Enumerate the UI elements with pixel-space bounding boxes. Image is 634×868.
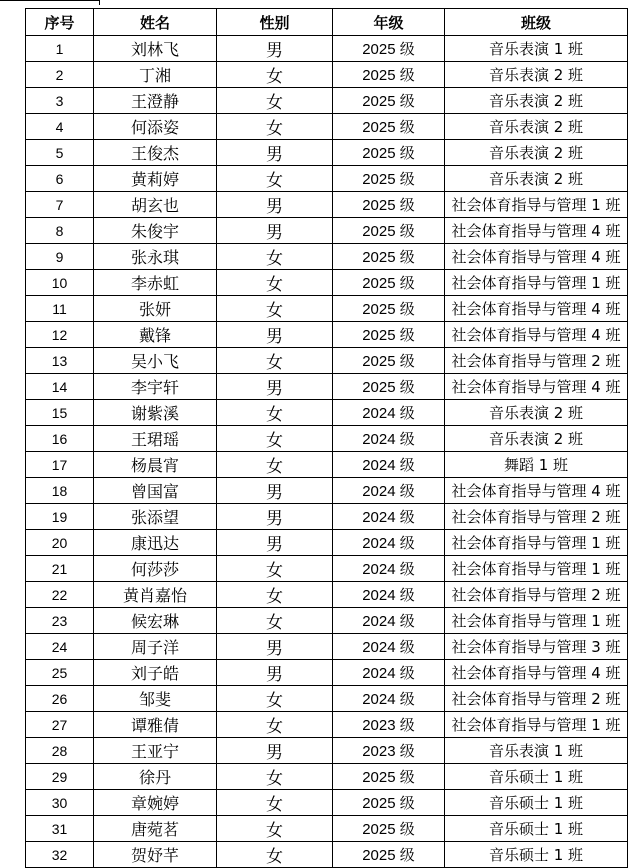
cell-name: 刘林飞 <box>94 36 217 62</box>
table-row <box>26 452 628 478</box>
cell-grade: 2025 级 <box>333 244 445 270</box>
cell-grade: 2025 级 <box>333 764 445 790</box>
table-row <box>26 140 628 166</box>
cell-class: 社会体育指导与管理 2 班 <box>445 686 628 712</box>
cell-grade: 2025 级 <box>333 322 445 348</box>
cell-class: 社会体育指导与管理 1 班 <box>445 530 628 556</box>
cell-name: 谢紫溪 <box>94 400 217 426</box>
cell-class: 社会体育指导与管理 1 班 <box>445 608 628 634</box>
cell-gender: 女 <box>217 790 333 816</box>
cell-seq: 22 <box>26 582 94 608</box>
cell-class: 音乐硕士 1 班 <box>445 816 628 842</box>
cell-gender: 男 <box>217 478 333 504</box>
cell-name: 王珺瑶 <box>94 426 217 452</box>
cell-gender: 女 <box>217 816 333 842</box>
cell-gender: 男 <box>217 634 333 660</box>
cell-gender: 男 <box>217 192 333 218</box>
cell-class: 社会体育指导与管理 1 班 <box>445 270 628 296</box>
cell-seq: 26 <box>26 686 94 712</box>
header-gender: 性别 <box>217 9 333 36</box>
cell-gender: 女 <box>217 556 333 582</box>
cell-name: 黄肖嘉怡 <box>94 582 217 608</box>
cell-name: 吴小飞 <box>94 348 217 374</box>
cell-name: 张永琪 <box>94 244 217 270</box>
cell-gender: 女 <box>217 764 333 790</box>
cell-seq: 12 <box>26 322 94 348</box>
cell-gender: 女 <box>217 114 333 140</box>
table-row <box>26 270 628 296</box>
table-row <box>26 764 628 790</box>
table-row <box>26 374 628 400</box>
cell-class: 社会体育指导与管理 2 班 <box>445 504 628 530</box>
cell-gender: 女 <box>217 270 333 296</box>
table-row <box>26 114 628 140</box>
table-row <box>26 790 628 816</box>
cell-gender: 男 <box>217 504 333 530</box>
cell-seq: 25 <box>26 660 94 686</box>
cell-grade: 2025 级 <box>333 296 445 322</box>
header-class: 班级 <box>445 9 628 36</box>
cell-grade: 2025 级 <box>333 842 445 868</box>
cell-class: 社会体育指导与管理 4 班 <box>445 660 628 686</box>
table-row <box>26 88 628 114</box>
cell-grade: 2024 级 <box>333 426 445 452</box>
cell-seq: 2 <box>26 62 94 88</box>
cell-name: 何莎莎 <box>94 556 217 582</box>
table-row <box>26 556 628 582</box>
cell-seq: 13 <box>26 348 94 374</box>
cell-name: 徐丹 <box>94 764 217 790</box>
cell-grade: 2025 级 <box>333 114 445 140</box>
cell-grade: 2025 级 <box>333 816 445 842</box>
cell-grade: 2024 级 <box>333 400 445 426</box>
cell-name: 章婉婷 <box>94 790 217 816</box>
cell-seq: 18 <box>26 478 94 504</box>
cell-class: 音乐表演 2 班 <box>445 426 628 452</box>
cell-grade: 2025 级 <box>333 140 445 166</box>
table-row <box>26 634 628 660</box>
cell-seq: 30 <box>26 790 94 816</box>
cell-seq: 14 <box>26 374 94 400</box>
cell-class: 社会体育指导与管理 4 班 <box>445 478 628 504</box>
header-row <box>26 9 628 36</box>
table-row <box>26 712 628 738</box>
cell-class: 音乐表演 2 班 <box>445 114 628 140</box>
cell-grade: 2024 级 <box>333 608 445 634</box>
cell-name: 胡玄也 <box>94 192 217 218</box>
cell-seq: 20 <box>26 530 94 556</box>
header-name: 姓名 <box>94 9 217 36</box>
cell-name: 李宇轩 <box>94 374 217 400</box>
table-row <box>26 322 628 348</box>
cell-grade: 2025 级 <box>333 166 445 192</box>
cell-gender: 女 <box>217 452 333 478</box>
cell-gender: 女 <box>217 686 333 712</box>
cell-gender: 女 <box>217 400 333 426</box>
table-header <box>26 9 628 36</box>
table-row <box>26 62 628 88</box>
cell-name: 丁湘 <box>94 62 217 88</box>
cell-gender: 男 <box>217 738 333 764</box>
cell-seq: 5 <box>26 140 94 166</box>
cell-grade: 2023 级 <box>333 738 445 764</box>
cell-grade: 2024 级 <box>333 452 445 478</box>
cell-grade: 2024 级 <box>333 504 445 530</box>
table-row <box>26 660 628 686</box>
table-row <box>26 842 628 868</box>
cell-seq: 16 <box>26 426 94 452</box>
table-row <box>26 166 628 192</box>
table-row <box>26 582 628 608</box>
cell-gender: 女 <box>217 244 333 270</box>
table-row <box>26 426 628 452</box>
table-row <box>26 738 628 764</box>
cell-seq: 21 <box>26 556 94 582</box>
cell-grade: 2025 级 <box>333 790 445 816</box>
table-row <box>26 296 628 322</box>
cell-seq: 29 <box>26 764 94 790</box>
cell-grade: 2025 级 <box>333 374 445 400</box>
student-roster-table <box>25 8 628 868</box>
cell-name: 周子洋 <box>94 634 217 660</box>
cell-grade: 2024 级 <box>333 530 445 556</box>
cell-class: 音乐硕士 1 班 <box>445 790 628 816</box>
cell-name: 杨晨宵 <box>94 452 217 478</box>
cell-name: 戴锋 <box>94 322 217 348</box>
cell-gender: 男 <box>217 374 333 400</box>
cell-grade: 2025 级 <box>333 36 445 62</box>
table-row <box>26 348 628 374</box>
cell-class: 音乐表演 1 班 <box>445 738 628 764</box>
cell-seq: 1 <box>26 36 94 62</box>
cell-class: 音乐硕士 1 班 <box>445 842 628 868</box>
cell-grade: 2025 级 <box>333 62 445 88</box>
cell-seq: 15 <box>26 400 94 426</box>
cell-class: 音乐表演 2 班 <box>445 140 628 166</box>
cell-gender: 男 <box>217 140 333 166</box>
cell-grade: 2024 级 <box>333 634 445 660</box>
cell-class: 社会体育指导与管理 4 班 <box>445 218 628 244</box>
cell-class: 社会体育指导与管理 4 班 <box>445 296 628 322</box>
cell-seq: 17 <box>26 452 94 478</box>
cell-name: 候宏琳 <box>94 608 217 634</box>
cell-grade: 2025 级 <box>333 192 445 218</box>
cell-seq: 31 <box>26 816 94 842</box>
cell-class: 社会体育指导与管理 4 班 <box>445 374 628 400</box>
cell-seq: 32 <box>26 842 94 868</box>
cell-gender: 男 <box>217 660 333 686</box>
cell-seq: 3 <box>26 88 94 114</box>
cell-seq: 24 <box>26 634 94 660</box>
cell-class: 音乐表演 2 班 <box>445 400 628 426</box>
cell-seq: 28 <box>26 738 94 764</box>
cell-name: 刘子皓 <box>94 660 217 686</box>
cell-grade: 2024 级 <box>333 582 445 608</box>
cell-gender: 女 <box>217 608 333 634</box>
cell-grade: 2023 级 <box>333 712 445 738</box>
cell-grade: 2024 级 <box>333 556 445 582</box>
cell-class: 社会体育指导与管理 1 班 <box>445 192 628 218</box>
cell-seq: 23 <box>26 608 94 634</box>
cell-seq: 4 <box>26 114 94 140</box>
cell-seq: 10 <box>26 270 94 296</box>
cell-seq: 8 <box>26 218 94 244</box>
cell-gender: 女 <box>217 88 333 114</box>
cell-class: 社会体育指导与管理 1 班 <box>445 556 628 582</box>
cell-name: 张添望 <box>94 504 217 530</box>
cell-seq: 6 <box>26 166 94 192</box>
cell-name: 王俊杰 <box>94 140 217 166</box>
cell-class: 社会体育指导与管理 3 班 <box>445 634 628 660</box>
cell-gender: 男 <box>217 530 333 556</box>
cell-name: 曾国富 <box>94 478 217 504</box>
table-row <box>26 400 628 426</box>
cell-seq: 19 <box>26 504 94 530</box>
cell-gender: 女 <box>217 62 333 88</box>
cell-gender: 女 <box>217 426 333 452</box>
cell-seq: 7 <box>26 192 94 218</box>
cell-gender: 男 <box>217 322 333 348</box>
cell-class: 社会体育指导与管理 2 班 <box>445 348 628 374</box>
cell-class: 音乐表演 2 班 <box>445 88 628 114</box>
table-row <box>26 530 628 556</box>
table-body <box>26 36 628 868</box>
cell-class: 社会体育指导与管理 2 班 <box>445 582 628 608</box>
cell-seq: 11 <box>26 296 94 322</box>
cell-grade: 2024 级 <box>333 478 445 504</box>
table-row <box>26 36 628 62</box>
header-seq: 序号 <box>26 9 94 36</box>
cell-gender: 女 <box>217 842 333 868</box>
cell-name: 王亚宁 <box>94 738 217 764</box>
cell-gender: 男 <box>217 218 333 244</box>
cell-grade: 2024 级 <box>333 660 445 686</box>
table-row <box>26 192 628 218</box>
cell-grade: 2025 级 <box>333 88 445 114</box>
table-row <box>26 478 628 504</box>
cell-seq: 27 <box>26 712 94 738</box>
cell-seq: 9 <box>26 244 94 270</box>
cell-name: 唐菀茗 <box>94 816 217 842</box>
cell-name: 黄莉婷 <box>94 166 217 192</box>
table-row <box>26 608 628 634</box>
cell-class: 音乐表演 2 班 <box>445 166 628 192</box>
cell-grade: 2024 级 <box>333 686 445 712</box>
cell-class: 音乐表演 2 班 <box>445 62 628 88</box>
cell-name: 王澄静 <box>94 88 217 114</box>
cell-grade: 2025 级 <box>333 270 445 296</box>
cell-name: 李赤虹 <box>94 270 217 296</box>
cell-class: 社会体育指导与管理 4 班 <box>445 244 628 270</box>
header-grade: 年级 <box>333 9 445 36</box>
table-row <box>26 686 628 712</box>
page-top-rule <box>0 0 634 8</box>
cell-class: 社会体育指导与管理 1 班 <box>445 712 628 738</box>
cell-grade: 2025 级 <box>333 348 445 374</box>
cell-class: 音乐硕士 1 班 <box>445 764 628 790</box>
cell-class: 舞蹈 1 班 <box>445 452 628 478</box>
cell-gender: 女 <box>217 166 333 192</box>
cell-gender: 女 <box>217 582 333 608</box>
cell-name: 邹斐 <box>94 686 217 712</box>
table-row <box>26 816 628 842</box>
cell-grade: 2025 级 <box>333 218 445 244</box>
cell-gender: 女 <box>217 348 333 374</box>
cell-gender: 男 <box>217 36 333 62</box>
cell-class: 社会体育指导与管理 4 班 <box>445 322 628 348</box>
table-row <box>26 218 628 244</box>
cell-name: 张妍 <box>94 296 217 322</box>
cell-gender: 女 <box>217 296 333 322</box>
cell-name: 贺妤芊 <box>94 842 217 868</box>
cell-name: 谭雅倩 <box>94 712 217 738</box>
cell-class: 音乐表演 1 班 <box>445 36 628 62</box>
cell-name: 康迅达 <box>94 530 217 556</box>
cell-gender: 女 <box>217 712 333 738</box>
cell-name: 何添姿 <box>94 114 217 140</box>
table-row <box>26 244 628 270</box>
cell-name: 朱俊宇 <box>94 218 217 244</box>
table-row <box>26 504 628 530</box>
